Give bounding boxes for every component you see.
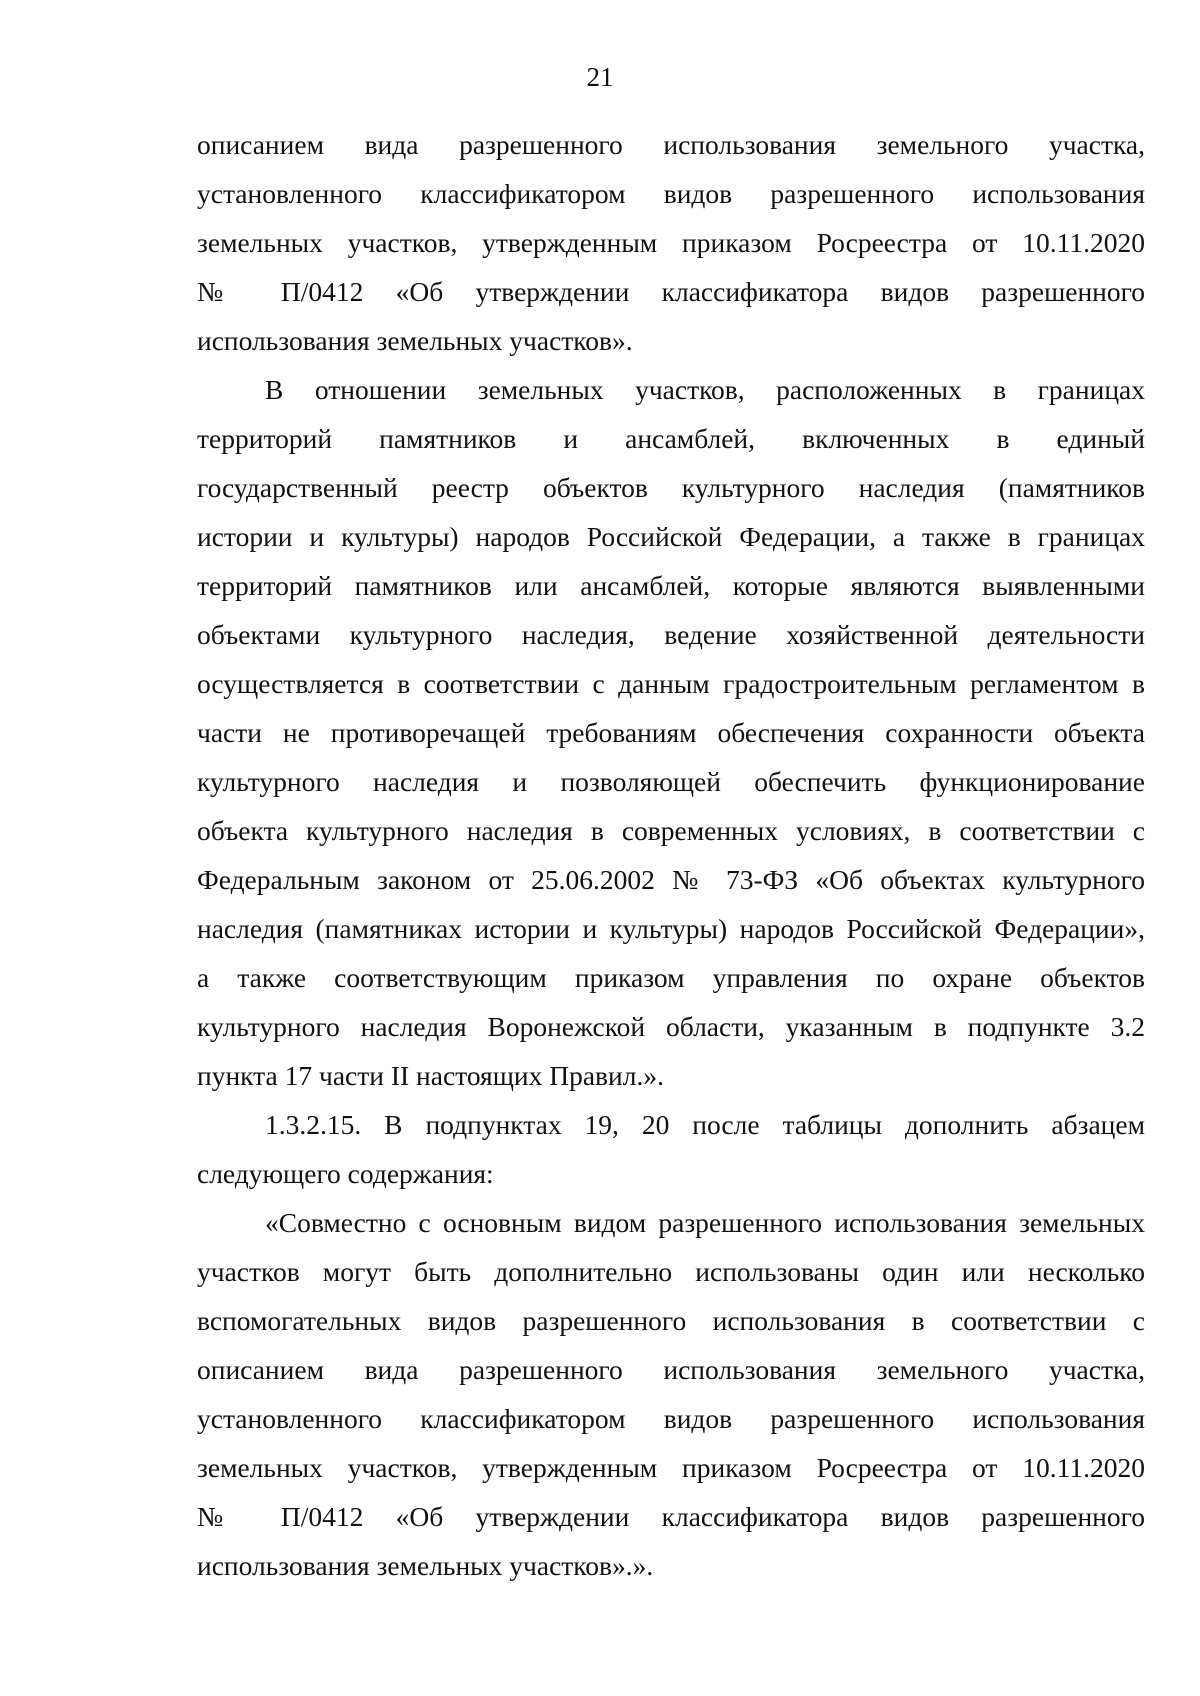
text-line: осуществляется в соответствии с данным градостроительным регламентом в xyxy=(197,668,1145,699)
text-line: В отношении земельных участков, расположенных в границах xyxy=(265,374,1145,405)
paragraph-4 xyxy=(197,1198,1145,1590)
text-line: описанием вида разрешенного использования земельного участка, xyxy=(197,129,1145,160)
text-line: использования земельных участков».». xyxy=(197,1550,654,1581)
text-line: части не противоречащей требованиям обеспечения сохранности объекта xyxy=(197,717,1145,748)
text-line: Федеральным законом от 25.06.2002 № 73-ФЗ «Об объектах культурного xyxy=(197,864,1145,895)
text-line: территорий памятников или ансамблей, которые являются выявленными xyxy=(197,570,1145,601)
text-line: № П/0412 «Об утверждении классификатора видов разрешенного xyxy=(197,276,1145,307)
text-line: установленного классификатором видов разрешенного использования xyxy=(197,178,1145,209)
text-line: участков могут быть дополнительно использованы один или несколько xyxy=(197,1256,1145,1287)
text-line: культурного наследия и позволяющей обеспечить функционирование xyxy=(197,766,1145,797)
text-line: земельных участков, утвержденным приказом Росреестра от 10.11.2020 xyxy=(197,227,1145,258)
text-line: территорий памятников и ансамблей, включенных в единый xyxy=(197,423,1145,454)
paragraph-3 xyxy=(197,1100,1145,1198)
text-line: земельных участков, утвержденным приказом Росреестра от 10.11.2020 xyxy=(197,1452,1145,1483)
text-line: «Совместно с основным видом разрешенного использования земельных xyxy=(265,1207,1145,1238)
text-line: следующего содержания: xyxy=(197,1158,494,1189)
text-line: установленного классификатором видов разрешенного использования xyxy=(197,1403,1145,1434)
text-line: а также соответствующим приказом управления по охране объектов xyxy=(197,962,1145,993)
text-line: описанием вида разрешенного использования земельного участка, xyxy=(197,1354,1145,1385)
text-line: использования земельных участков». xyxy=(197,325,633,356)
paragraph-2 xyxy=(197,365,1145,1100)
text-line: государственный реестр объектов культурного наследия (памятников xyxy=(197,472,1145,503)
text-line: культурного наследия Воронежской области, указанным в подпункте 3.2 xyxy=(197,1011,1145,1042)
page-number: 21 xyxy=(586,62,614,92)
text-line: № П/0412 «Об утверждении классификатора видов разрешенного xyxy=(197,1501,1145,1532)
text-line: истории и культуры) народов Российской Федерации, а также в границах xyxy=(197,521,1145,552)
text-line: вспомогательных видов разрешенного использования в соответствии с xyxy=(197,1305,1145,1336)
document-body xyxy=(197,120,1145,1590)
text-line: объекта культурного наследия в современных условиях, в соответствии с xyxy=(197,815,1145,846)
text-line: 1.3.2.15. В подпунктах 19, 20 после таблицы дополнить абзацем xyxy=(265,1109,1145,1140)
text-line: объектами культурного наследия, ведение хозяйственной деятельности xyxy=(197,619,1145,650)
text-line: пункта 17 части II настоящих Правил.». xyxy=(197,1060,664,1091)
paragraph-1 xyxy=(197,120,1145,365)
text-line: наследия (памятниках истории и культуры) народов Российской Федерации», xyxy=(197,913,1145,944)
